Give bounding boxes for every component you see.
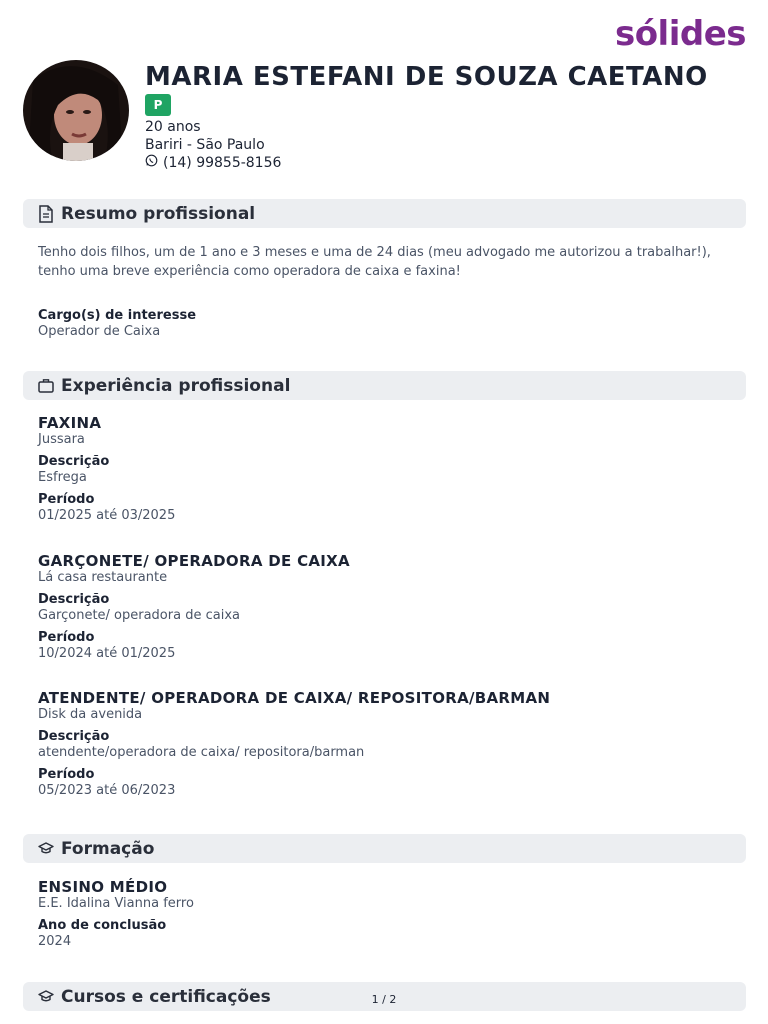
section-courses-title: Cursos e certificações [61,986,271,1007]
job-description: atendente/operadora de caixa/ repositora/barman [38,745,365,760]
job-item [38,689,738,799]
job-period: 05/2023 até 06/2023 [38,783,176,798]
section-summary-title: Resumo profissional [61,203,256,224]
job-period-label: Período [38,492,95,507]
job-period: 10/2024 até 01/2025 [38,646,176,661]
candidate-location: Bariri - São Paulo [145,137,265,153]
summary-content [38,243,738,281]
job-title: GARÇONETE/ OPERADORA DE CAIXA [38,552,350,570]
document-icon [38,205,54,223]
job-period-label: Período [38,767,95,782]
whatsapp-icon [145,154,158,172]
education-level: ENSINO MÉDIO [38,878,168,896]
education-school: E.E. Idalina Vianna ferro [38,896,194,911]
section-education-title: Formação [61,838,155,859]
job-title: FAXINA [38,414,102,432]
candidate-phone: (14) 99855-8156 [163,155,282,171]
education-year-label: Ano de conclusão [38,918,167,933]
job-item [38,414,738,524]
section-experience [23,371,746,400]
education-item [38,878,738,950]
candidate-name: MARIA ESTEFANI DE SOUZA CAETANO [145,62,708,92]
solides-logo: sólides [614,14,746,54]
job-period: 01/2025 até 03/2025 [38,508,176,523]
job-period-label: Período [38,630,95,645]
job-description: Garçonete/ operadora de caixa [38,608,240,623]
interest-label: Cargo(s) de interesse [38,308,197,323]
avatar [23,60,129,161]
job-description-label: Descrição [38,592,110,607]
section-education [23,834,746,863]
briefcase-icon [38,378,54,393]
job-description-label: Descrição [38,729,110,744]
summary-text: Tenho dois filhos, um de 1 ano e 3 meses e uma de 24 dias (meu advogado me autorizou a trabalhar!), tenho uma breve experiência como operadora de caixa e faxina! [38,245,711,279]
job-company: Lá casa restaurante [38,570,168,585]
graduation-cap-icon [38,842,54,855]
job-title: ATENDENTE/ OPERADORA DE CAIXA/ REPOSITORA/BARMAN [38,689,551,707]
section-experience-title: Experiência profissional [61,375,291,396]
profile-badge: P [145,94,171,116]
interest-block [38,308,738,340]
section-summary [23,199,746,228]
job-description-label: Descrição [38,454,110,469]
education-year: 2024 [38,934,72,949]
job-company: Jussara [38,432,85,447]
job-company: Disk da avenida [38,707,143,722]
job-item [38,552,738,662]
candidate-header [145,60,708,172]
candidate-age: 20 anos [145,119,201,135]
interest-value: Operador de Caixa [38,324,161,339]
candidate-phone-row [145,154,708,172]
job-description: Esfrega [38,470,87,485]
page-number: 1 / 2 [371,993,397,1006]
